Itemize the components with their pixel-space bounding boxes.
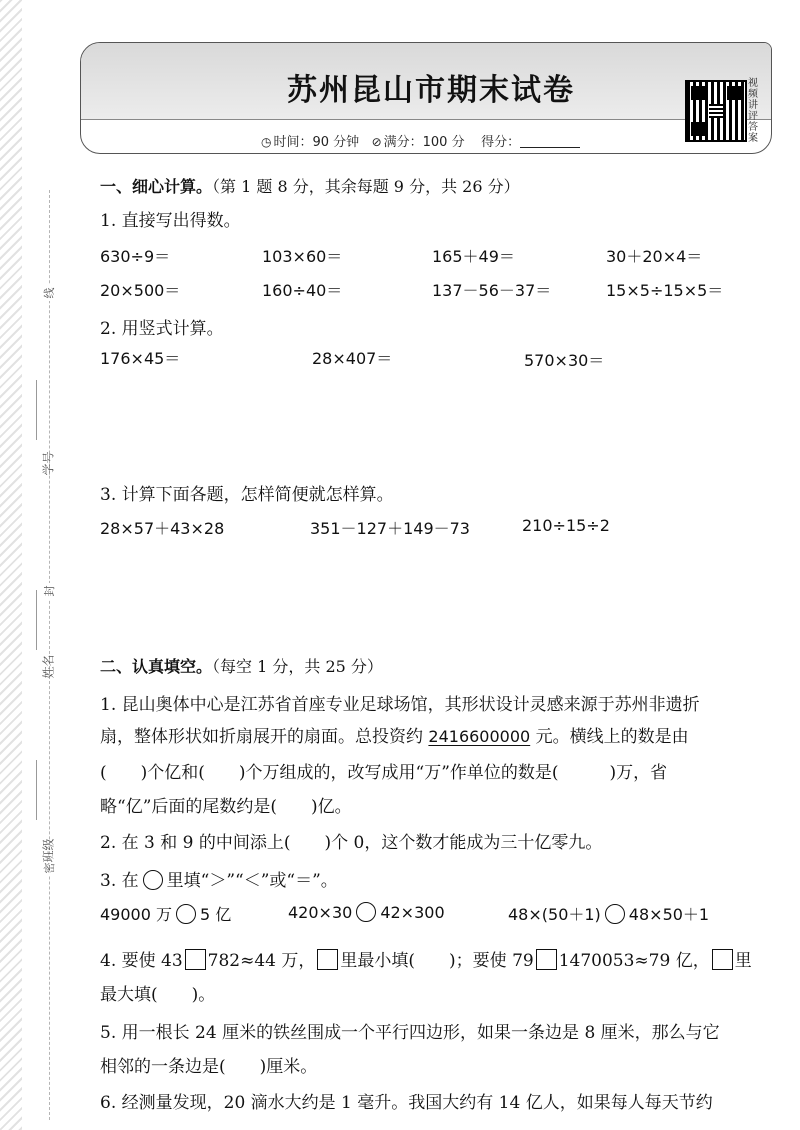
q2-1-line2-a: 扇，整体形状如折扇展开的扇面。总投资约 bbox=[100, 727, 423, 747]
q1-3-label: 3. 计算下面各题，怎样简便就怎样算。 bbox=[100, 485, 394, 505]
q2-1-line2 bbox=[100, 722, 689, 747]
binding-hatch bbox=[0, 0, 22, 1130]
section-2-note: （每空 1 分，共 25 分） bbox=[212, 657, 383, 676]
investment-number: 2416600000 bbox=[428, 727, 531, 746]
score-blank[interactable] bbox=[520, 135, 580, 148]
class-label: 班级 bbox=[41, 838, 56, 863]
compare-left: 48×(50＋1) bbox=[508, 905, 601, 924]
q2-5-line2: 相邻的一条边是( )厘米。 bbox=[100, 1057, 318, 1077]
qr-caption: 视频讲评答案 bbox=[748, 78, 758, 144]
q2-1-line2-b: 元。横线上的数是由 bbox=[535, 727, 689, 747]
compare-left: 420×30 bbox=[288, 903, 353, 922]
mark-line: 线 bbox=[41, 285, 57, 301]
q1-1-label: 1. 直接写出得数。 bbox=[100, 211, 241, 231]
name-blank[interactable] bbox=[36, 590, 37, 650]
student-id-label: 学号 bbox=[41, 451, 56, 476]
q2-3-label-b: 里填“＞”“＜”或“＝”。 bbox=[166, 871, 338, 891]
calc-item: 630÷9＝ bbox=[100, 247, 171, 266]
q2-3-label-a: 3. 在 bbox=[100, 871, 139, 891]
q2-4-d: 1470053≈79 亿， bbox=[558, 951, 710, 971]
simplify-item: 210÷15÷2 bbox=[522, 516, 610, 535]
full-score-label: 满分：100 分 bbox=[383, 135, 465, 150]
mark-secret: 密 bbox=[41, 860, 57, 876]
q2-2: 2. 在 3 和 9 的中间添上( )个 0，这个数才能成为三十亿零九。 bbox=[100, 833, 603, 853]
compare-circle[interactable] bbox=[176, 904, 196, 924]
vertical-calc-item: 176×45＝ bbox=[100, 349, 181, 368]
calc-item: 137－56－37＝ bbox=[432, 281, 552, 300]
calc-item: 165＋49＝ bbox=[432, 247, 515, 266]
time-label: 时间：90 分钟 bbox=[273, 135, 360, 150]
header-divider bbox=[81, 119, 771, 120]
compare-left: 49000 万 bbox=[100, 905, 172, 924]
exam-meta bbox=[261, 131, 580, 150]
circle-blank bbox=[143, 870, 163, 890]
compare-circle[interactable] bbox=[605, 904, 625, 924]
q2-4-line1 bbox=[100, 946, 752, 971]
calc-item: 30＋20×4＝ bbox=[606, 247, 703, 266]
q2-4-e: 里 bbox=[734, 951, 752, 971]
q2-1-line3: ( )个亿和( )个万组成的，改写成用“万”作单位的数是( )万，省 bbox=[100, 763, 668, 783]
q2-4-a: 4. 要使 43 bbox=[100, 951, 183, 971]
clock-icon: ◷ bbox=[261, 135, 272, 149]
q2-1-line1: 1. 昆山奥体中心是江苏省首座专业足球场馆，其形状设计灵感来源于苏州非遗折 bbox=[100, 695, 700, 715]
q2-4-line2: 最大填( )。 bbox=[100, 985, 216, 1005]
section-2-title bbox=[100, 654, 383, 677]
check-circle-icon: ⊘ bbox=[371, 135, 382, 149]
square-blank[interactable] bbox=[536, 949, 557, 970]
section-1-title bbox=[100, 174, 520, 197]
calc-item: 20×500＝ bbox=[100, 281, 181, 300]
compare-right: 48×50＋1 bbox=[628, 905, 710, 924]
compare-item bbox=[508, 902, 709, 925]
compare-item bbox=[100, 902, 231, 925]
simplify-item: 28×57＋43×28 bbox=[100, 519, 225, 538]
q2-4-b: 782≈44 万， bbox=[207, 951, 316, 971]
section-1-note: （第 1 题 8 分，其余每题 9 分，共 26 分） bbox=[212, 177, 520, 196]
qr-code-icon[interactable] bbox=[685, 80, 747, 142]
exam-header bbox=[80, 42, 772, 154]
square-blank[interactable] bbox=[185, 949, 206, 970]
binding-margin bbox=[0, 0, 82, 1130]
q1-2-label: 2. 用竖式计算。 bbox=[100, 319, 224, 339]
student-id-blank[interactable] bbox=[36, 380, 37, 440]
score-label: 得分： bbox=[481, 135, 521, 150]
page-title: 苏州昆山市期末试卷 bbox=[287, 73, 575, 108]
square-blank bbox=[317, 949, 338, 970]
q2-4-c: 里最小填( )；要使 79 bbox=[340, 951, 534, 971]
calc-item: 103×60＝ bbox=[262, 247, 343, 266]
square-blank bbox=[712, 949, 733, 970]
calc-item: 15×5÷15×5＝ bbox=[606, 281, 724, 300]
compare-right: 42×300 bbox=[380, 903, 445, 922]
q2-1-line4: 略“亿”后面的尾数约是( )亿。 bbox=[100, 797, 352, 817]
q2-5-line1: 5. 用一根长 24 厘米的铁丝围成一个平行四边形，如果一条边是 8 厘米，那么与它 bbox=[100, 1023, 720, 1043]
q2-6-line1: 6. 经测量发现，20 滴水大约是 1 毫升。我国大约有 14 亿人，如果每人每天节约 bbox=[100, 1093, 713, 1113]
vertical-calc-item: 570×30＝ bbox=[524, 351, 605, 370]
mark-seal: 封 bbox=[41, 583, 57, 599]
section-1-heading: 一、细心计算。 bbox=[100, 177, 213, 196]
name-label: 姓名 bbox=[41, 654, 56, 679]
class-blank[interactable] bbox=[36, 760, 37, 820]
compare-right: 5 亿 bbox=[200, 905, 232, 924]
section-2-heading: 二、认真填空。 bbox=[100, 657, 213, 676]
compare-circle[interactable] bbox=[356, 902, 376, 922]
q2-3-label bbox=[100, 866, 338, 891]
calc-item: 160÷40＝ bbox=[262, 281, 343, 300]
compare-item bbox=[288, 902, 445, 922]
simplify-item: 351－127＋149－73 bbox=[310, 519, 470, 538]
vertical-calc-item: 28×407＝ bbox=[312, 349, 393, 368]
